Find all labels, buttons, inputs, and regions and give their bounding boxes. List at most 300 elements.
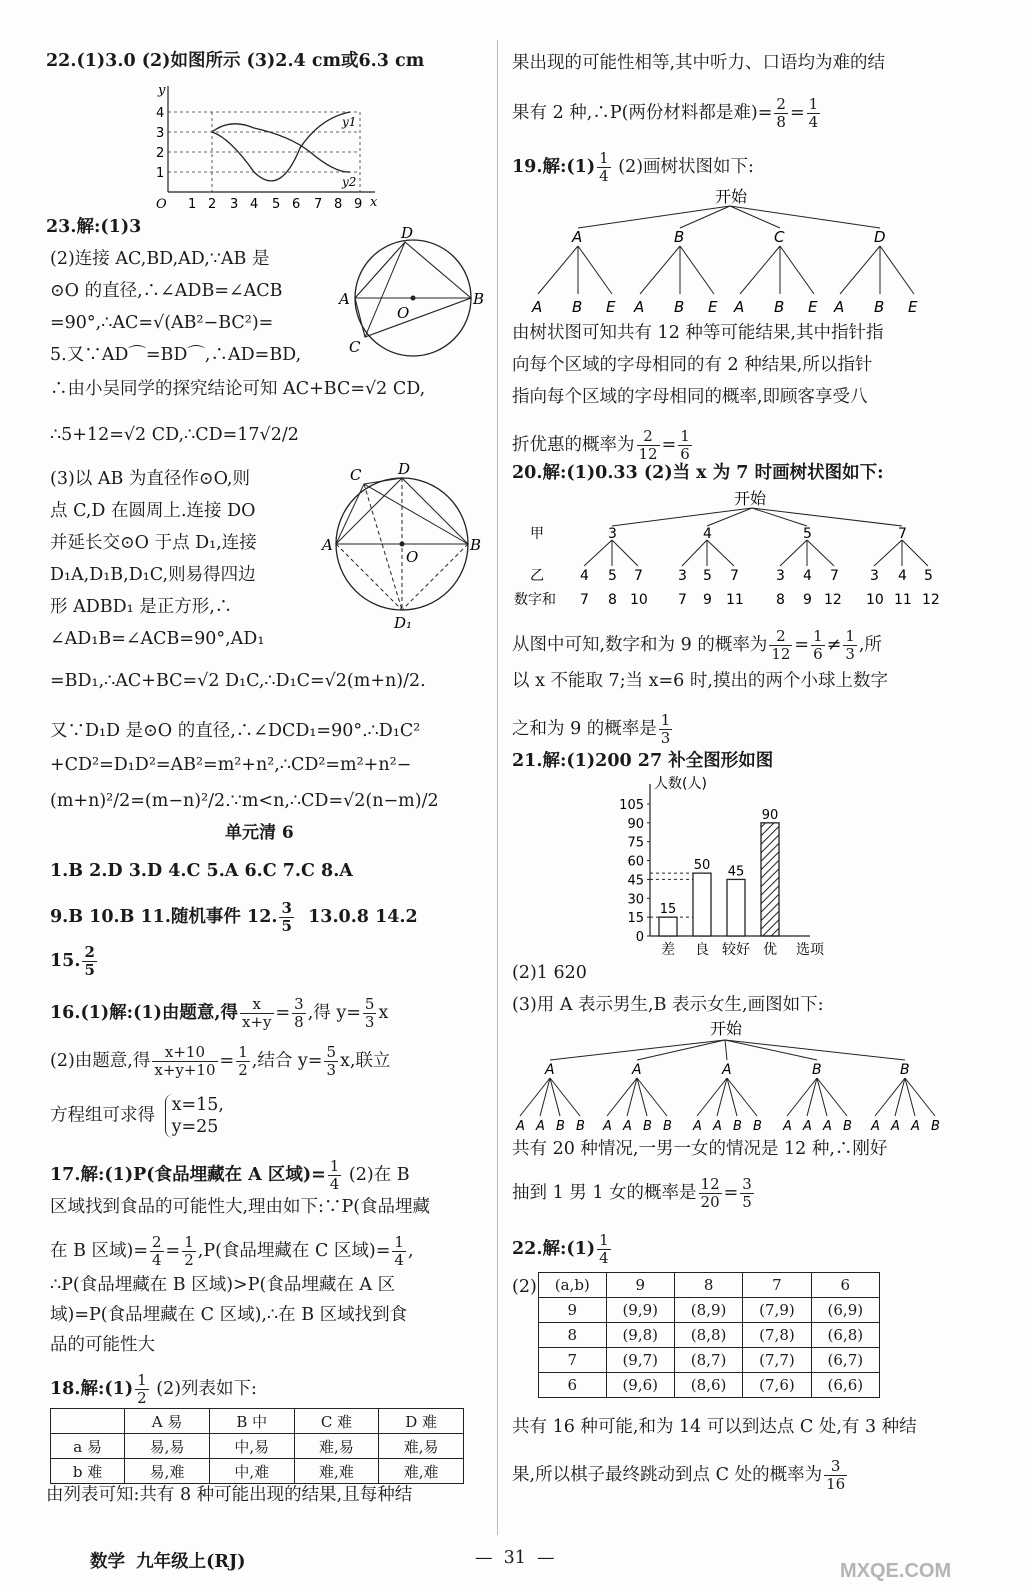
q16-line-1 (50, 996, 388, 1031)
tree-level-2 (580, 568, 933, 584)
table-cell: 8 (674, 1273, 742, 1298)
grade: 九年级上(RJ) (136, 1552, 246, 1572)
tree-leaf: A (713, 1119, 722, 1134)
denominator: 20 (700, 1193, 720, 1211)
y-tick-label: 45 (627, 873, 644, 889)
q19-tree-diagram (520, 184, 940, 324)
fraction (150, 1234, 164, 1269)
q21-line-4: 共有 20 种情况,一男一女的情况是 12 种,∴刚好 (512, 1139, 888, 1159)
tree-leaf: A (536, 1119, 545, 1134)
numerator: 3 (742, 1175, 752, 1193)
tree-leaf: A (911, 1119, 920, 1134)
table-row (51, 1459, 464, 1484)
table-cell: (9,9) (606, 1298, 674, 1323)
denominator: 3 (364, 1013, 375, 1031)
text: ≠ (826, 635, 842, 655)
table-row (51, 1434, 464, 1459)
numerator: 2 (84, 943, 95, 961)
denominator: x+y+10 (154, 1061, 216, 1079)
table-cell: 7 (539, 1348, 607, 1373)
answers-13-14: 13.0.8 14.2 (308, 907, 418, 927)
tree-node: B (674, 228, 685, 246)
graph-y-label: y (158, 83, 166, 98)
q17-line-4: ∴P(食品埋藏在 B 区域)>P(食品埋藏在 A 区 (50, 1275, 396, 1295)
table-cell: b 难 (51, 1459, 125, 1484)
fraction (774, 96, 788, 131)
q23-line: 形 ADBD₁ 是正方形,∴ (50, 597, 233, 617)
fraction (637, 428, 660, 463)
answer-15 (50, 944, 99, 979)
graph-origin: O (156, 197, 167, 212)
text: 之和为 9 的概率是 (512, 719, 657, 739)
table-cell: 中,易 (209, 1434, 294, 1459)
table-cell: (9,8) (606, 1323, 674, 1348)
text: = (789, 103, 805, 123)
table-row (539, 1298, 880, 1323)
text: = (661, 435, 677, 455)
tree-leaf: B (733, 1119, 742, 1134)
system-eq-1: x=15, (171, 1095, 224, 1115)
tree-leaf: A (603, 1119, 612, 1134)
y-tick-label: 60 (627, 854, 644, 870)
fraction (324, 1044, 338, 1079)
x-tick: 1 (188, 197, 197, 212)
table-cell (51, 1409, 125, 1434)
text: 19.解:(1) (512, 157, 596, 177)
tree-edge (550, 1040, 725, 1060)
fraction (824, 1458, 847, 1493)
y-tick-label: 30 (627, 892, 644, 908)
y-tick: 2 (156, 146, 165, 161)
table-row (539, 1373, 880, 1398)
q23-line: ∠AD₁B=∠ACB=90°,AD₁ (50, 629, 265, 649)
page-number-value: 31 (503, 1548, 526, 1568)
tree-leaf: 7 (830, 568, 839, 584)
q23-line: =BD₁,∴AC+BC=√2 D₁C,∴D₁C=√2(m+n)/2. (50, 671, 426, 691)
table-cell: (9,6) (606, 1373, 674, 1398)
denominator: 6 (680, 445, 690, 463)
row-label-sum: 数字和 (514, 592, 556, 608)
text: 抽到 1 男 1 女的概率是 (512, 1183, 697, 1203)
tree-leaf: 3 (870, 568, 879, 584)
sum-value: 9 (703, 592, 712, 608)
denominator: 8 (294, 1013, 304, 1031)
table-cell: a 易 (51, 1434, 125, 1459)
table-cell: D 难 (379, 1409, 464, 1434)
denominator: 2 (238, 1061, 248, 1079)
label-D1: D₁ (394, 614, 413, 632)
y-axis-label: 人数(人) (654, 776, 707, 792)
sum-value: 10 (866, 592, 884, 608)
fraction (659, 712, 673, 747)
y-tick-label: 75 (627, 835, 644, 851)
q16-line-2 (50, 1044, 390, 1079)
table-cell: C 难 (294, 1409, 379, 1434)
tree-leaf: 5 (924, 568, 933, 584)
q20-line-3: 以 x 不能取 7;当 x=6 时,摸出的两个小球上数字 (512, 671, 888, 691)
sum-value: 11 (894, 592, 912, 608)
fraction (279, 900, 293, 935)
answers-row-2 (50, 900, 418, 935)
x-tick: 5 (272, 197, 281, 212)
x-category-label: 较好 (722, 942, 750, 958)
tree-leaf: 5 (703, 568, 712, 584)
sum-value: 12 (824, 592, 842, 608)
table-cell: (7,6) (743, 1373, 811, 1398)
tree-leaf: A (834, 298, 845, 316)
q18-line-cont: 果出现的可能性相等,其中听力、口语均为难的结 (512, 53, 886, 73)
tree-leaf: A (532, 298, 543, 316)
text: x (378, 1003, 389, 1023)
tree-leaf: 7 (730, 568, 739, 584)
tree-leaf: B (556, 1119, 565, 1134)
table-cell: 难,难 (294, 1459, 379, 1484)
tree-leaf: 4 (898, 568, 907, 584)
bar (659, 917, 677, 936)
q21-line-1 (512, 750, 773, 772)
text: (2)画树状图如下: (612, 157, 754, 177)
fraction (236, 1044, 250, 1079)
table-cell: (a,b) (539, 1273, 607, 1298)
q20-line-2 (512, 628, 882, 663)
denominator: 4 (151, 1251, 162, 1269)
text: 16.(1)解:(1)由题意,得 (50, 1003, 238, 1023)
q17-line-2: 区域找到食品的可能性大,理由如下:∵P(食品埋藏 (50, 1197, 431, 1217)
tree-node: 5 (803, 526, 812, 542)
q17-line-5: 域)=P(食品埋藏在 C 区域),∴在 B 区域找到食 (50, 1305, 408, 1325)
table-cell: (8,6) (674, 1373, 742, 1398)
y-tick: 4 (156, 106, 165, 121)
numerator: 1 (660, 711, 671, 729)
q18-probability (512, 96, 822, 131)
text: 从图中可知,数字和为 9 的概率为 (512, 635, 768, 655)
text: 折优惠的概率为 (512, 435, 635, 455)
tree-leaf: B (774, 298, 785, 316)
tree-leaf: A (891, 1119, 900, 1134)
text: 方程组可求得 (50, 1105, 155, 1126)
fraction (363, 996, 377, 1031)
q21-line-3: (3)用 A 表示男生,B 表示女生,画图如下: (512, 995, 824, 1015)
page-number: — 31 — (475, 1548, 555, 1568)
q22-table-label: (2) (512, 1277, 537, 1297)
q23-line: ∴5+12=√2 CD,∴CD=17√2/2 (50, 425, 299, 445)
row-label-yi: 乙 (530, 568, 544, 584)
q21-probability (512, 1176, 756, 1211)
tree-leaf: E (606, 298, 616, 316)
q23-line: 并延长交⊙O 于点 D₁,连接 (50, 533, 257, 553)
numerator: 2 (151, 1233, 162, 1251)
bar-value-label: 45 (727, 864, 745, 880)
tree-leaf: 3 (776, 568, 785, 584)
tree-root: 开始 (710, 1019, 743, 1038)
q22-table (538, 1272, 880, 1398)
y-tick: 1 (156, 166, 165, 181)
table-cell: B 中 (209, 1409, 294, 1434)
text: (2)在 B (343, 1165, 410, 1185)
table-cell: (6,8) (811, 1323, 879, 1348)
text: = (219, 1051, 235, 1071)
tree-sums (580, 592, 940, 608)
fraction (678, 428, 692, 463)
tree-edge (725, 1040, 905, 1060)
subject: 数学 (90, 1552, 125, 1572)
graph-x-label: x (370, 195, 378, 210)
table-row (539, 1348, 880, 1373)
numerator: 5 (326, 1043, 336, 1061)
tree-leaf: A (623, 1119, 632, 1134)
denominator: 4 (329, 1175, 340, 1193)
numerator: 1 (329, 1157, 340, 1175)
text: = (794, 635, 810, 655)
tree-leaf: A (634, 298, 645, 316)
tree-level-2 (531, 298, 918, 316)
answers-9-12: 9.B 10.B 11.随机事件 12. (50, 907, 278, 927)
label-C: C (350, 466, 362, 484)
denominator: 4 (599, 167, 609, 185)
x-category-label: 差 (661, 942, 675, 958)
tree-leaf: A (693, 1119, 702, 1134)
text: ,结合 y= (251, 1051, 323, 1071)
numerator: x+10 (152, 1044, 217, 1062)
tree-leaf: 7 (634, 568, 643, 584)
q23-line: =90°,∴AC=√(AB²−BC²)= (50, 313, 274, 333)
text: , (407, 1241, 414, 1261)
table-row (539, 1323, 880, 1348)
table-cell: 8 (539, 1323, 607, 1348)
table-cell: (8,9) (674, 1298, 742, 1323)
text: (2)列表如下: (150, 1379, 257, 1399)
table-cell: 难,易 (379, 1434, 464, 1459)
tree-node: B (812, 1062, 822, 1078)
tree-node: 3 (608, 526, 617, 542)
denominator: x+y (241, 1013, 272, 1031)
q23-line: ∴由小吴同学的探究结论可知 AC+BC=√2 CD, (50, 379, 426, 399)
watermark-text: MXQE.COM (840, 1560, 952, 1582)
bar (693, 873, 711, 936)
numerator: 2 (776, 95, 786, 113)
q23-line: (3)以 AB 为直径作⊙O,则 (50, 469, 250, 489)
y-tick: 3 (156, 126, 165, 141)
numerator: 1 (184, 1233, 194, 1251)
table-cell: (8,7) (674, 1348, 742, 1373)
denominator: 3 (660, 729, 671, 747)
tree-leaf: B (874, 298, 885, 316)
fraction (807, 96, 821, 131)
unit-title: 单元清 6 (225, 823, 294, 843)
circle-figure-1 (335, 222, 490, 357)
tree-leaf: B (663, 1119, 672, 1134)
column-divider (497, 40, 498, 1535)
fraction (811, 628, 825, 663)
numerator: 3 (294, 995, 304, 1013)
denominator: 12 (771, 645, 791, 663)
tree-leaf: 4 (803, 568, 812, 584)
q23-line: +CD²=D₁D²=AB²=m²+n²,∴CD²=m²+n²− (50, 755, 412, 775)
q23-line: 5.又∵AD⌒=BD⌒,∴AD=BD, (50, 345, 302, 365)
text: = (165, 1241, 181, 1261)
table-cell: 难,难 (379, 1459, 464, 1484)
fraction (292, 996, 306, 1031)
denominator: 4 (599, 1249, 609, 1267)
tree-leaf: E (708, 298, 718, 316)
tree-leaf: B (576, 1119, 585, 1134)
tree-node: D (874, 228, 886, 246)
tree-node: C (774, 228, 785, 246)
label-O: O (397, 304, 410, 322)
numerator: 1 (238, 1043, 248, 1061)
text: ,得 y= (307, 1003, 361, 1023)
table-cell: (7,7) (743, 1348, 811, 1373)
tree-node: A (545, 1062, 555, 1078)
table-cell: 中,难 (209, 1459, 294, 1484)
numerator: 5 (364, 995, 375, 1013)
fraction (769, 628, 792, 663)
table-header-row (51, 1409, 464, 1434)
table-cell: (6,6) (811, 1373, 879, 1398)
table-cell: 9 (606, 1273, 674, 1298)
text: 22.解:(1) (512, 1239, 596, 1259)
table-cell: 易,难 (125, 1459, 210, 1484)
q23-line: 点 C,D 在圆周上.连接 DO (50, 501, 256, 521)
q16-line-3 (50, 1094, 224, 1138)
label-O: O (406, 548, 419, 566)
y-tick-label: 15 (627, 911, 644, 927)
table-cell: 难,易 (294, 1434, 379, 1459)
tree-node: 4 (703, 526, 712, 542)
sum-value: 7 (678, 592, 687, 608)
q21-line-2: (2)1 620 (512, 963, 587, 983)
fraction (843, 628, 857, 663)
denominator: 16 (826, 1475, 846, 1493)
tree-node: A (572, 228, 583, 246)
q18-line-1 (50, 1372, 257, 1407)
x-category-label: 良 (695, 942, 709, 958)
label-A: A (322, 536, 333, 554)
bar (761, 823, 779, 936)
q20-line-4 (512, 712, 674, 747)
sum-value: 7 (580, 592, 589, 608)
q21-bar-chart (610, 774, 840, 964)
tree-leaf: B (643, 1119, 652, 1134)
tree-leaf: A (734, 298, 745, 316)
footer-subject (90, 1548, 246, 1573)
fraction (240, 996, 274, 1031)
bar-value-label: 90 (761, 807, 779, 823)
text: ,所 (858, 635, 882, 655)
q19-probability (512, 428, 694, 463)
text: 21.解:(1)200 27 补全图形如图 (512, 751, 774, 771)
fraction (82, 944, 96, 979)
table-cell: 9 (539, 1298, 607, 1323)
text: (2)由题意,得 (50, 1051, 151, 1071)
numerator: 1 (845, 627, 855, 645)
x-tick: 4 (250, 197, 259, 212)
numerator: 1 (394, 1233, 404, 1251)
text: 果,所以棋子最终跳动到点 C 处的概率为 (512, 1465, 823, 1485)
sum-value: 8 (776, 592, 785, 608)
graph-y2-label: y2 (342, 175, 357, 189)
table-cell: A 易 (125, 1409, 210, 1434)
numerator: 2 (637, 428, 660, 446)
q22-line-1 (512, 1232, 613, 1267)
graph-y-ticks (156, 106, 164, 181)
q19-text: 指向每个区域的字母相同的概率,即顾客享受八 (512, 387, 868, 407)
tree-leaf: 4 (580, 568, 589, 584)
text: 18.解:(1) (50, 1379, 134, 1399)
tree-leaf: 3 (678, 568, 687, 584)
answers-row-1: 1.B 2.D 3.D 4.C 5.A 6.C 7.C 8.A (50, 861, 353, 881)
tree-leaf: E (808, 298, 818, 316)
q22-answer: 22.(1)3.0 (2)如图所示 (3)2.4 cm或6.3 cm (46, 51, 425, 71)
y-tick-label: 90 (627, 816, 644, 832)
fraction (740, 1176, 754, 1211)
text: ,P(食品埋藏在 C 区域)= (197, 1241, 391, 1261)
tree-leaf: E (908, 298, 918, 316)
tree-leaf: B (674, 298, 685, 316)
fraction (328, 1158, 342, 1193)
tree-leaf: A (516, 1119, 525, 1134)
q20-tree-diagram (512, 486, 952, 612)
table-cell: 6 (811, 1273, 879, 1298)
text: x,联立 (339, 1051, 391, 1071)
q19-line-1 (512, 150, 754, 185)
label-C: C (349, 338, 361, 356)
q22-graph (150, 78, 380, 213)
label-D: D (401, 224, 414, 242)
q22-text: 共有 16 种可能,和为 14 可以到达点 C 处,有 3 种结 (512, 1417, 917, 1437)
denominator: 12 (638, 445, 658, 463)
bar-value-label: 50 (693, 858, 711, 874)
label-B: B (473, 290, 485, 308)
q23-line: (2)连接 AC,BD,AD,∵AB 是 (50, 249, 270, 269)
q17-line-6: 品的可能性大 (50, 1335, 155, 1355)
tree-node: A (722, 1062, 732, 1078)
table-cell: 6 (539, 1373, 607, 1398)
numerator: 12 (700, 1175, 720, 1193)
numerator: 3 (281, 899, 292, 917)
denominator: 4 (808, 113, 819, 131)
table-header-row (539, 1273, 880, 1298)
denominator: 3 (326, 1061, 336, 1079)
table-cell: (9,7) (606, 1348, 674, 1373)
text: = (275, 1003, 291, 1023)
text: 17.解:(1)P(食品埋藏在 A 区域)= (50, 1165, 326, 1185)
tree-leaf: B (572, 298, 583, 316)
numerator: 3 (824, 1458, 847, 1476)
q17-line-3 (50, 1234, 414, 1269)
table-cell: 易,易 (125, 1434, 210, 1459)
tree-root: 开始 (734, 489, 767, 508)
tree-leaf: A (803, 1119, 812, 1134)
numerator: 1 (599, 1231, 609, 1249)
numerator: 1 (137, 1371, 147, 1389)
y-tick-label: 105 (619, 798, 644, 813)
tree-node: B (900, 1062, 910, 1078)
fraction (597, 1232, 611, 1267)
sum-value: 12 (922, 592, 940, 608)
denominator: 2 (184, 1251, 194, 1269)
tree-leaf: A (871, 1119, 880, 1134)
q23-line: (m+n)²/2=(m−n)²/2.∵m<n,∴CD=√2(n−m)/2 (50, 791, 439, 811)
tree-node: 7 (898, 526, 907, 542)
x-tick: 6 (292, 197, 301, 212)
q23-line: D₁A,D₁B,D₁C,则易得四边 (50, 565, 256, 585)
x-tick: 9 (354, 197, 363, 212)
numerator: 1 (813, 627, 823, 645)
denominator: 3 (845, 645, 855, 663)
tree-edge (637, 1040, 725, 1060)
q18-table (50, 1408, 464, 1484)
